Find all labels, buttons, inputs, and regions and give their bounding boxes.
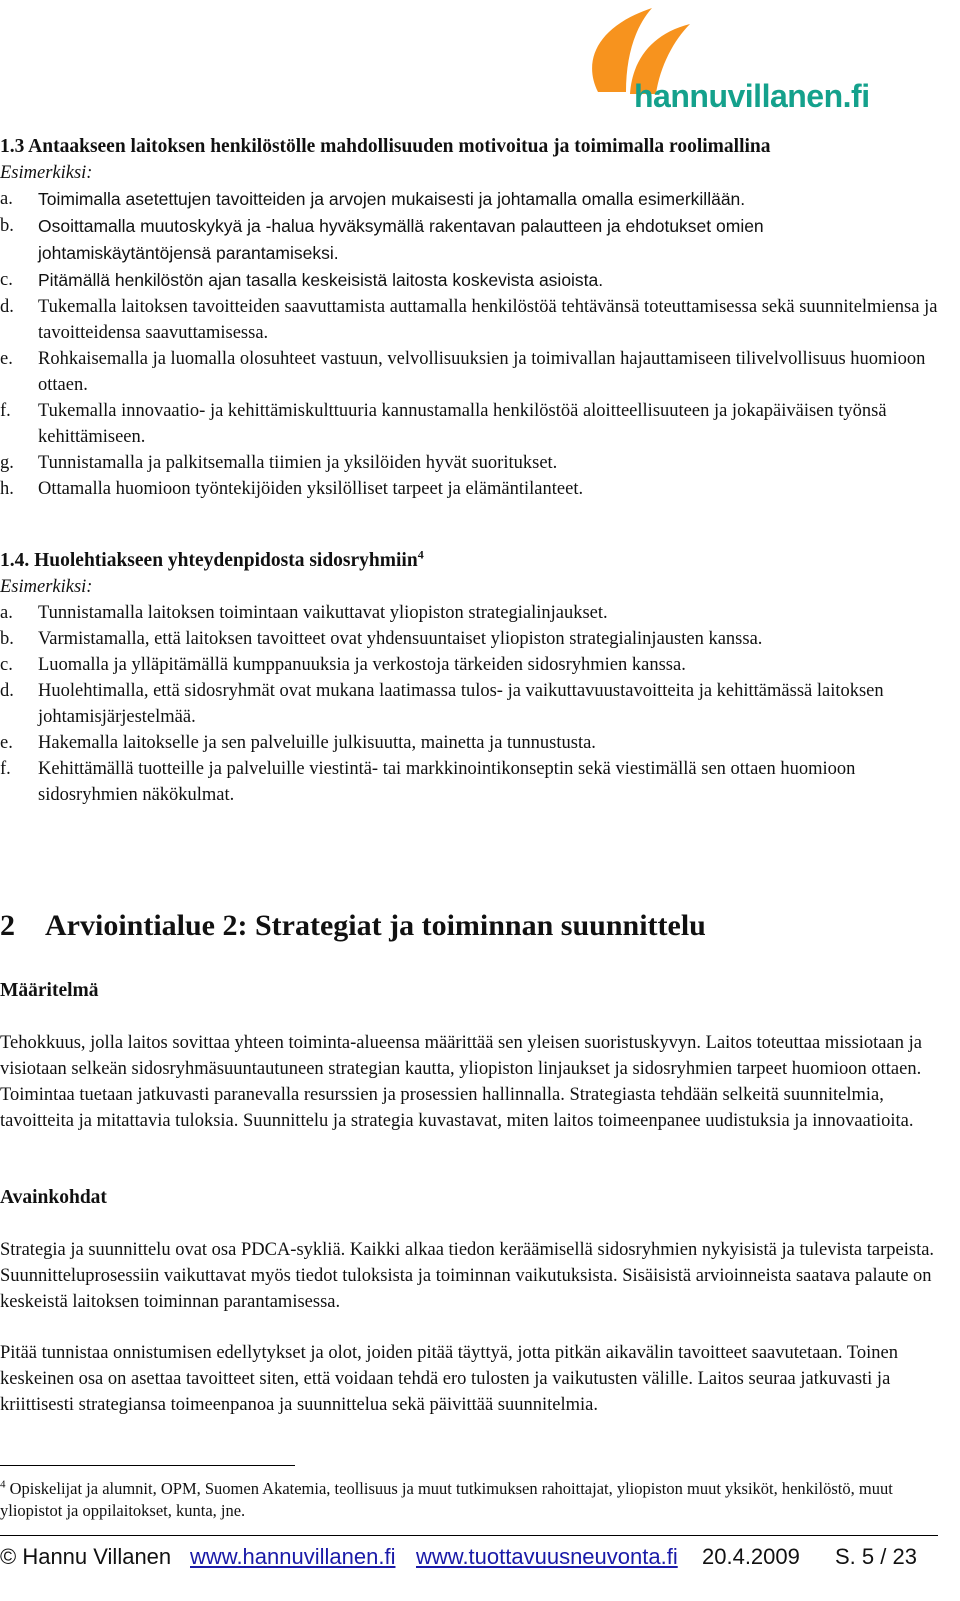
list-item: f. Kehittämällä tuotteille ja palveluille viestintä- tai markkinointikonseptin sekä viestimällä sen ottaen huomioon sidosryhmien näkökulmat. [0,759,856,805]
key-points-paragraph-1: Strategia ja suunnittelu ovat osa PDCA-sykliä. Kaikki alkaa tiedon keräämisellä sidosryhmien nykyisistä ja tulevista tarpeista. Suunnitteluprosessiin vaikuttavat myös tiedot tuloksista ja toiminnan vaikutuksista. Sisäisistä arvioinneista saatava palaute on keskeistä laitoksen toiminnan parantamisessa. [0,1240,935,1312]
footnote: $^4$ Opiskelijat ja alumnit, OPM, Suomen Akatemia, teollisuus ja muut tutkimuksen rahoittajat, yliopiston muut yksiköt, henkilöstö, muut yliopistot ja oppilaitokset, kunta, jne. [0,1478,893,1520]
definition-heading: Määritelmä [0,980,99,1001]
key-points-paragraph-2: Pitää tunnistaa onnistumisen edellytykset ja olot, joiden pitää täyttyä, jotta pitkän aikavälin tavoitteet saavutetaan. Toinen keskeinen osa on asettaa tavoitteet siten, että voidaan tehdä ero tulosten ja vaikutusten välille. Laitos seuraa jatkuvasti ja kriittisesti strategiansa toimeenpanoa ja suunnittelua sekä päivittää suunnitelmia. [0,1343,898,1415]
list-item: b. Varmistamalla, että laitoksen tavoitteet ovat yhdensuuntaiset yliopiston strategialinjausten kanssa. [0,629,763,649]
section-1-4-title: 1.4. Huolehtiakseen yhteydenpidosta sidosryhmiin$^4$ [0,547,424,571]
section-2-heading: 2 Arviointialue 2: Strategiat ja toiminnan suunnittelu [0,909,706,942]
footer-copyright: © Hannu Villanen [0,1544,172,1569]
section-1-4-examples-label: Esimerkiksi: [0,577,93,597]
section-1-3-title: 1.3 Antaakseen laitoksen henkilöstölle mahdollisuuden motivoitua ja toimimalla roolimallina [0,136,771,157]
definition-text: Tehokkuus, jolla laitos sovittaa yhteen toiminta-alueensa määrittää sen yleisen suoristuskyvyn. Laitos toteuttaa missiotaan ja visiotaan selkeän sidosryhmäsuuntautuneen strategian kautta, yliopiston linjaukset ja sidosryhmien tarpeet huomioon ottaen. Toimintaa tuetaan jatkuvasti paranevalla resurssien ja prosessien hallinnalla. Strategiasta tehdään selkeitä suunnitelmia, tavoitteita ja mitattavia tuloksia. Suunnittelu ja strategia kuvastavat, miten laitos toimeenpanee uudistuksia ja innovaatioita. [0,1033,922,1131]
list-item: a. Toimimalla asetettujen tavoitteiden ja arvojen mukaisesti ja johtamalla omalla esimerkillään. [0,189,746,209]
list-item: a. Tunnistamalla laitoksen toimintaan vaikuttavat yliopiston strategialinjaukset. [0,603,608,623]
section-2 [0,908,940,944]
site-logo[interactable] [586,4,916,122]
section-1-4-list [0,600,940,808]
logo-wordmark: hannuvillanen.fi [634,78,870,114]
list-item: b. Osoittamalla muutoskykyä ja -halua hyväksymällä rakentavan palautteen ja ehdotukset omien johtamiskäytäntöjensä parantamiseksi. [0,216,764,263]
footer-link-hannuvillanen[interactable]: www.hannuvillanen.fi [190,1544,396,1569]
footer-separator [0,1535,938,1536]
list-item: g. Tunnistamalla ja palkitsemalla tiimien ja yksilöiden hyvät suoritukset. [0,453,558,473]
list-item: d. Tukemalla laitoksen tavoitteiden saavuttamista auttamalla henkilöstöä tehtävänsä toteuttamisessa sekä suunnitelmiensa ja tavoitteidensa saavuttamisessa. [0,297,938,343]
page-footer [0,1539,938,1575]
list-item: c. Pitämällä henkilöstön ajan tasalla keskeisistä laitosta koskevista asioista. [0,270,604,290]
footnote-separator [0,1465,295,1466]
list-item: d. Huolehtimalla, että sidosryhmät ovat mukana laatimassa tulos- ja vaikuttavuustavoitteita ja kehittämässä laitoksen johtamisjärjestelmää. [0,681,884,727]
footer-page-number: S. 5 / 23 [835,1544,917,1569]
list-item: c. Luomalla ja ylläpitämällä kumppanuuksia ja verkostoja tärkeiden sidosryhmien kanssa. [0,655,686,675]
section-1-3-examples-label: Esimerkiksi: [0,163,93,183]
list-item: e. Hakemalla laitokselle ja sen palveluille julkisuutta, mainetta ja tunnustusta. [0,733,596,753]
list-item: e. Rohkaisemalla ja luomalla olosuhteet vastuun, velvollisuuksien ja toimivallan hajauttamiseen tilivelvollisuus huomioon ottaen. [0,349,926,395]
footnote-ref: 4 [417,547,424,562]
section-1-3 [0,134,940,502]
section-1-4 [0,548,940,808]
key-points-heading: Avainkohdat [0,1187,107,1208]
list-item: h. Ottamalla huomioon työntekijöiden yksilölliset tarpeet ja elämäntilanteet. [0,479,584,499]
footer-link-tuottavuusneuvonta[interactable]: www.tuottavuusneuvonta.fi [416,1544,678,1569]
footer-date: 20.4.2009 [702,1544,800,1569]
section-1-3-list [0,186,940,502]
list-item: f. Tukemalla innovaatio- ja kehittämiskulttuuria kannustamalla henkilöstöä aloitteellisuuteen ja jokapäiväisen työnsä kehittämiseen. [0,401,887,447]
